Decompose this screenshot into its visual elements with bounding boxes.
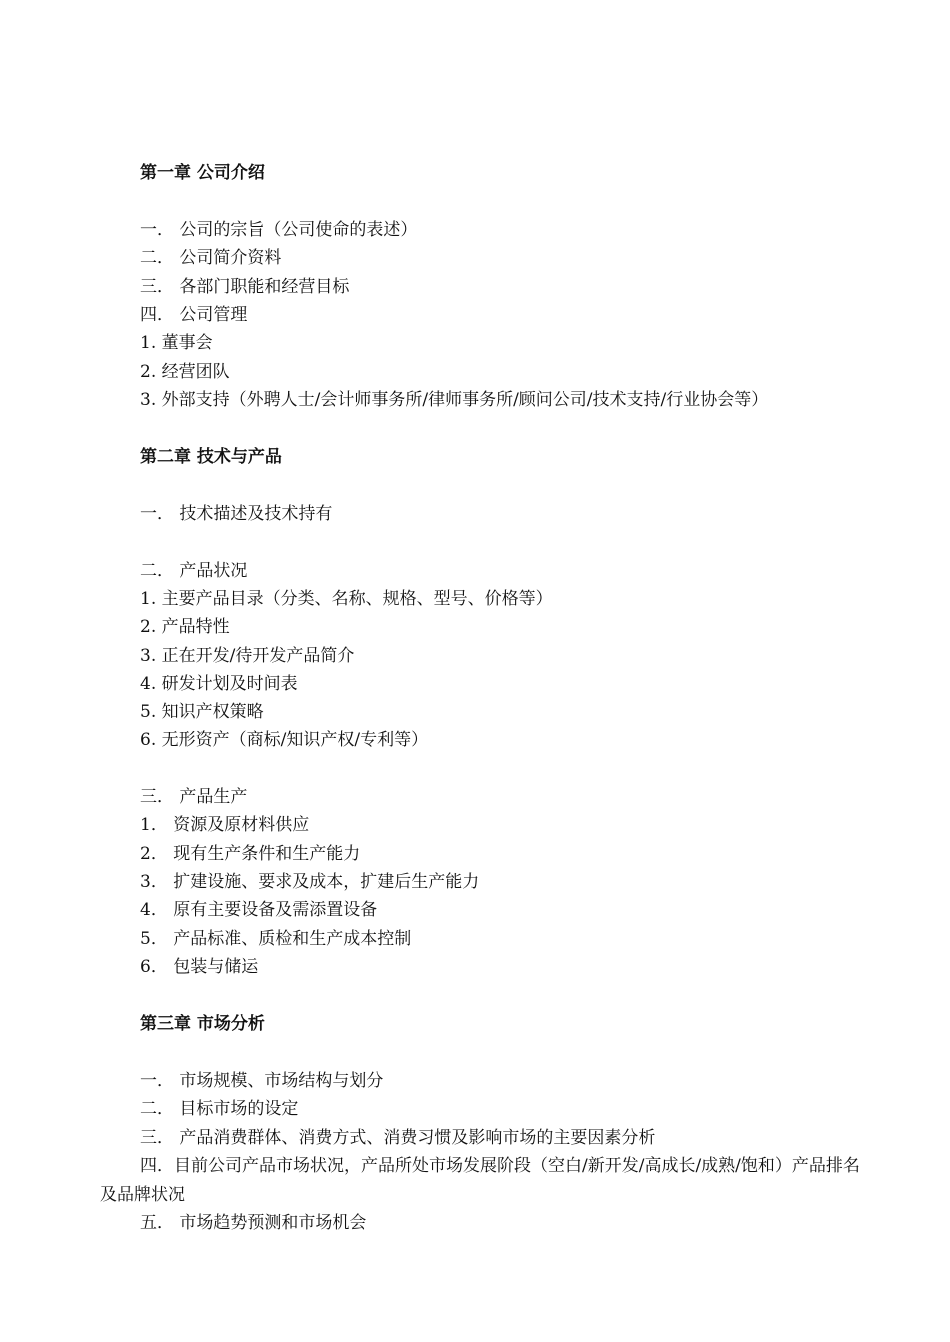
chapter-1-item: 四． 公司管理 xyxy=(140,305,248,325)
chapter-2-section-1: 一． 技术描述及技术持有 xyxy=(140,504,333,524)
chapter-2-section-3-item: 3． 扩建设施、要求及成本，扩建后生产能力 xyxy=(140,872,480,892)
chapter-1-item: 1. 董事会 xyxy=(140,333,213,353)
chapter-3-item-4: 四．目前公司产品市场状况，产品所处市场发展阶段（空白/新开发/高成长/成熟/饱和）产品排名及品牌状况 xyxy=(100,1156,860,1205)
chapter-2-section-2-item: 4. 研发计划及时间表 xyxy=(140,674,298,694)
chapter-2-section-3-item: 4． 原有主要设备及需添置设备 xyxy=(140,900,378,920)
chapter-1-item: 2. 经营团队 xyxy=(140,362,230,382)
chapter-2-section-2-item: 3. 正在开发/待开发产品简介 xyxy=(140,646,355,666)
chapter-2-section-3-item: 1． 资源及原材料供应 xyxy=(140,815,310,835)
chapter-1-item: 三． 各部门职能和经营目标 xyxy=(140,277,350,297)
chapter-2-section-2-title: 二． 产品状况 xyxy=(140,561,248,581)
chapter-3-heading: 第三章 市场分析 xyxy=(140,1014,265,1034)
chapter-2-section-2-item: 5. 知识产权策略 xyxy=(140,702,264,722)
chapter-2-section-3-title: 三． 产品生产 xyxy=(140,787,248,807)
chapter-3-item: 二． 目标市场的设定 xyxy=(140,1099,299,1119)
chapter-3-item: 三． 产品消费群体、消费方式、消费习惯及影响市场的主要因素分析 xyxy=(140,1128,656,1148)
chapter-2-section-2-item: 1. 主要产品目录（分类、名称、规格、型号、价格等） xyxy=(140,589,553,609)
chapter-1-item: 一． 公司的宗旨（公司使命的表述） xyxy=(140,220,418,240)
chapter-1-item: 3. 外部支持（外聘人士/会计师事务所/律师事务所/顾问公司/技术支持/行业协会等） xyxy=(140,390,769,410)
chapter-3-item-5: 五． 市场趋势预测和市场机会 xyxy=(140,1213,367,1233)
chapter-1-item: 二． 公司简介资料 xyxy=(140,248,282,268)
chapter-2-section-3-item: 5． 产品标准、质检和生产成本控制 xyxy=(140,929,412,949)
chapter-2-section-3-item: 6． 包装与储运 xyxy=(140,957,259,977)
chapter-3-item: 一． 市场规模、市场结构与划分 xyxy=(140,1071,384,1091)
chapter-2-section-2-item: 6. 无形资产（商标/知识产权/专利等） xyxy=(140,730,429,750)
chapter-2-section-3-item: 2． 现有生产条件和生产能力 xyxy=(140,844,361,864)
chapter-1-heading: 第一章 公司介绍 xyxy=(140,163,265,183)
chapter-2-heading: 第二章 技术与产品 xyxy=(140,447,282,467)
chapter-2-section-2-item: 2. 产品特性 xyxy=(140,617,230,637)
